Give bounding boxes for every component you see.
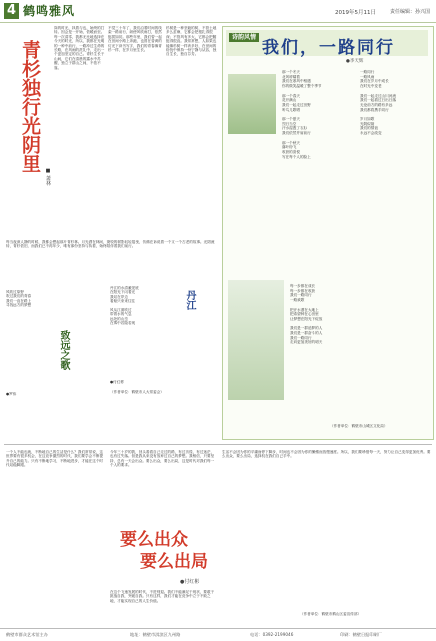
poem-author: ●李天辉 xyxy=(346,59,364,64)
small-poem-title: 致远之歌 xyxy=(58,330,69,370)
poem-illustration-bottom xyxy=(228,280,284,400)
lower-title-line-2: 要么出局 xyxy=(140,552,208,572)
lower-body-1: 一个人不能也就，不断地自己的生活是什么？我们常常说，这世界要有很多机会，在这竞争激烈的时代，我们要学会不断提升自己的能力。只有不断地学习，不断地进步，才能在这个时代站稳脚跟。 xyxy=(6,450,104,468)
page-footer xyxy=(0,628,436,641)
footer-printer: 印刷：鹤壁日报印刷厂 xyxy=(340,632,382,637)
editor-credit: 责任编辑：孙兴国 xyxy=(389,9,430,15)
lower-body-3: 在这个飞速发展的时代，不进则退。我们不能满足于现状，要敢于挑战自我，突破自我。只有这样，我们才能在竞争中立于不败之地，才能实现自己的人生价值。 xyxy=(110,590,215,603)
poem-illustration-top xyxy=(228,74,276,134)
article-intro: 岗的时光，执着与也，始终的打转。因会是一开始，依暖而至。每一次清零，我都无比地选择在今天的时光，所以，我都在光明的一种中前行，一路冲过生命的长路，在风雨的洗礼中，走出一个更加坚定的自己。青杉生长于山间，它们在清晨的露水中苏醒，独立于群山之间，不依不靠。 xyxy=(54,26,105,70)
small-poem-text: 风吹过原野 吹过我们的青春 我们一直在路上 寻找远方的梦想 xyxy=(6,290,32,308)
footer-phone: 电话：0392-2199046 xyxy=(250,632,294,637)
middle-poem-title: 丹江 xyxy=(184,290,195,310)
lower-author: ●付红彬 xyxy=(180,579,200,585)
article-body-3: 每当夜深人静的时候，我都会想起那片青杉林。月光洒在林间，斑驳的树影轻轻摇曳，仿佛在诉说着一个又一个古老的故事。光阴流转，青杉依旧，而我们已不再年少，唯有那份坚持与执着，始终陪伴着我们前行。 xyxy=(6,240,215,249)
footer-publisher: 鹤壁市群众艺术馆主办 xyxy=(6,632,48,637)
poem-column-label: 诗韵风情 xyxy=(229,33,259,42)
small-poem-author: ●罗伟 xyxy=(6,392,17,396)
footer-address: 地址：鹤壁市淇滨区九州路 xyxy=(130,632,181,637)
poem-org: （作者单位：鹤壁市山城区文化局） xyxy=(330,424,388,428)
article-body-1: 不觉三十年了，我们沿着时间的线索一路前行，纵使风吹雨打，依然挺拔如初。那些年里，我们曾一起在田间小路上奔跑，也曾在昏黄的灯光下读书写字，我们的青春像青杉一样，在岁月里生长。 xyxy=(108,26,162,53)
page-number: 4 xyxy=(4,3,19,19)
issue-date: 2019年5月11日 xyxy=(335,10,376,16)
poem-lines-b: 一路同行 一路风雨 我们在岁月中成长 在时光中变老 我们一起走过山川河流 我们一起看过日出日落 无论前方的路有多远 我们都将携手同行 岁月如歌 光阴似箭 我们的情谊 永远不会改变 xyxy=(360,70,396,136)
middle-poem-text: 丹江的水清澈见底 在阳光下闪着光 我站在岸边 看船只来来往往 风从江面吹过 带着水的气息 远处的山峦 在雾中若隐若现 xyxy=(110,286,139,326)
section-title: 鹤鸣雅风 xyxy=(23,4,76,18)
middle-poem-org: （作者单位：鹤壁市人大常委会） xyxy=(110,390,164,394)
lower-body-2: 今年三十岁的我，回头看看自己走过的路，有过彷徨，有过迷茫，也有过失落。但是我从来没有放弃过自己的梦想。我相信，只要坚持，总有一天会出众。要么出众，要么出局，这是时代对我们每一个人的要求。 xyxy=(110,450,215,468)
poem-title: 我们，一路同行 xyxy=(262,38,395,58)
article-body-2: 杉树是一种坚毅的树，不管土地多么贫瘠，它都会把根扎得很深；不管风有多大，它都会把腰挺得很直。我常常想，人如果也能像杉树一样该多好，在世间的纷扰中保持一份宁静与从容，独自生长，独自芬芳。 xyxy=(166,26,217,57)
section-divider xyxy=(4,444,432,445)
article-title: 青杉独行光阴里 xyxy=(19,40,41,173)
poem-lines-a: 那一个冬天 北风呼啸着 我们在寒风中相遇 你的微笑温暖了整个季节 那一个春天 花开满山 我们一起走过田野 听鸟儿歌唱 那一个夏天 烈日当空 汗水湿透了衣衫 我们依然并肩前行 那一个秋天 落叶纷飞 收获的喜悦 写在每个人的脸上 xyxy=(282,70,322,159)
lower-body-4: 生活不会因为你的平庸而停下脚步，时间也不会因为你的懒惰而放慢速度。所以，我们要珍惜每一天，努力让自己变得更加优秀。要么出众，要么出局，选择权在我们自己手中。 xyxy=(222,450,431,459)
lower-org: （作者单位：鹤壁市鹤山区委宣传部） xyxy=(300,612,362,616)
middle-poem-author: ●付红彬 xyxy=(110,380,124,384)
article-author: ■ 萧林 xyxy=(45,168,51,186)
poem-lines-c: 每一步都在成长 每一步都在收获 我们一路同行 一路欢歌 把汗水洒在大地上 把希望种在心田里 让梦想在阳光下绽放 我们是一群追梦的人 我们是一群奋斗的人 我们一路同行 走向更加美好的明天 xyxy=(290,284,323,345)
lower-title-line-1: 要么出众 xyxy=(120,530,188,550)
